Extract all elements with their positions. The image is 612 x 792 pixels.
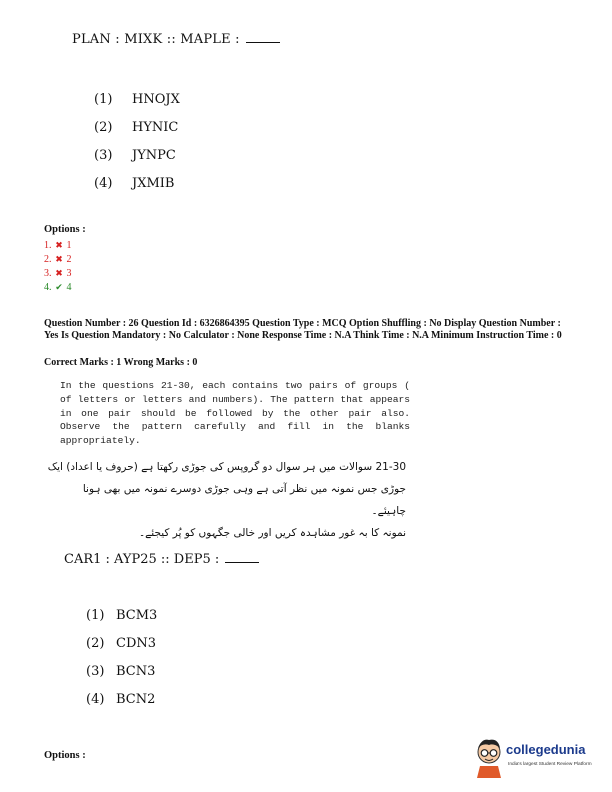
answer-num: 3. [44,268,52,279]
question-instruction: In the questions 21-30, each contains two pairs of groups ( of letters or letters and numbers). The pattern that appears in one pair should be followed by the other pair also. Observe the pattern carefully and fill in the blanks appropriately. [60,380,410,447]
q1-option-3 [94,148,176,163]
option-text: JYNPC [132,148,176,163]
answer-value: 2 [66,254,72,265]
answer-option-2 [44,254,72,265]
cross-icon: ✖ [55,254,63,264]
question-2-analogy-text: CAR1 : AYP25 :: DEP5 : [64,552,220,567]
options-heading-2: Options : [44,750,86,761]
option-number: (3) [94,148,113,163]
question-1-analogy-text: PLAN : MIXK :: MAPLE : [72,32,240,47]
q1-option-1 [94,92,180,107]
urdu-line: نمونہ کا بہ غور مشاہدہ کریں اور خالی جگہوں کو پُر کیجئے۔ [138,527,406,539]
answer-blank [225,552,259,563]
question-marks: Correct Marks : 1 Wrong Marks : 0 [44,357,198,368]
check-icon: ✔ [55,282,63,292]
answer-value: 3 [66,268,72,279]
option-text: JXMIB [132,176,175,191]
answer-num: 2. [44,254,52,265]
question-meta: Question Number : 26 Question Id : 6326864395 Question Type : MCQ Option Shuffling : No Display Question Number : Yes Is Question Mandatory : No Calculator : None Response Time : N.A Think Time : N.A Minimum Instruction Time : 0 [44,318,562,341]
cross-icon: ✖ [55,268,63,278]
options-heading: Options : [44,224,86,235]
q2-option-1 [86,608,157,623]
answer-option-1 [44,240,72,251]
q2-option-4 [86,692,155,707]
option-text: CDN3 [116,636,157,651]
option-text: HYNIC [132,120,179,135]
urdu-instruction [46,456,406,544]
q1-option-2 [94,120,178,135]
option-number: (3) [86,664,105,679]
option-text: BCM3 [116,608,158,623]
q2-option-3 [86,664,155,679]
collegedunia-logo-icon [474,738,504,778]
option-number: (1) [94,92,113,107]
option-text: BCN3 [116,664,156,679]
answer-num: 4. [44,282,52,293]
option-number: (2) [86,636,105,651]
answer-value: 1 [66,240,72,251]
answer-num: 1. [44,240,52,251]
q1-option-4 [94,176,174,191]
cross-icon: ✖ [55,240,63,250]
answer-option-3 [44,268,72,279]
answer-option-4 [44,282,72,293]
option-number: (4) [94,176,113,191]
urdu-line: جوڑی جس نمونہ میں نظر آتی ہے وہی جوڑی دوسرے نمونہ میں بھی ہونا چاہیئے۔ [82,483,406,517]
question-2-analogy [64,552,259,567]
logo-tagline: India's largest Student Review Platform [508,762,592,767]
logo-wordmark: collegedunia [506,742,586,757]
answer-value: 4 [66,282,72,293]
option-number: (2) [94,120,113,135]
option-number: (1) [86,608,105,623]
urdu-line: 21-30 سوالات میں ہر سوال دو گروپس کی جوڑی رکھتا ہے (حروف یا اعداد) ایک [47,461,406,473]
option-text: BCN2 [116,692,156,707]
option-number: (4) [86,692,105,707]
question-1-analogy [72,32,280,47]
q2-option-2 [86,636,156,651]
option-text: HNOJX [132,92,180,107]
answer-blank [246,32,280,43]
